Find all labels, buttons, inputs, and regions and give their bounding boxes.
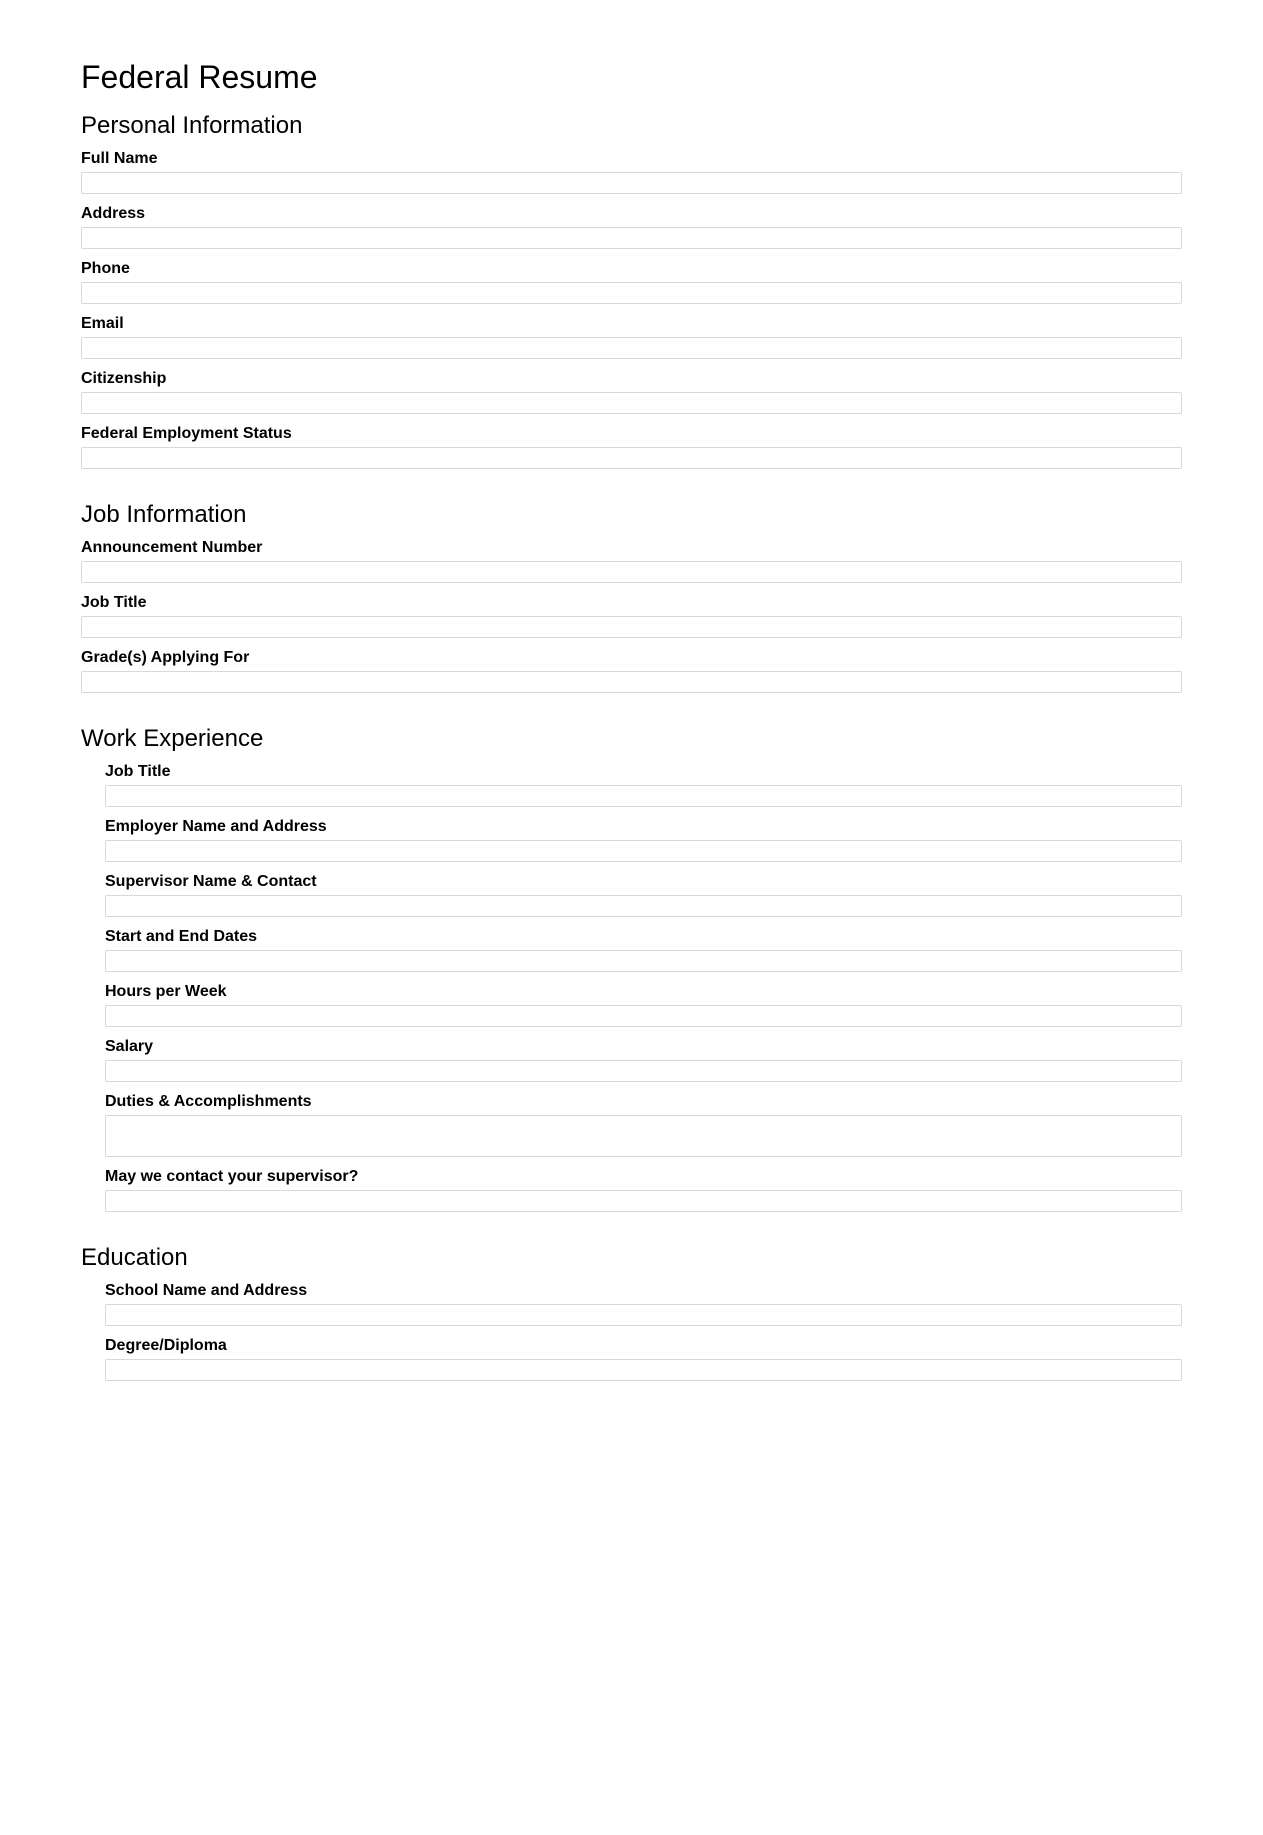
grades-input[interactable] — [81, 671, 1182, 693]
field-hours — [105, 982, 1182, 1027]
field-job-title — [81, 593, 1182, 638]
field-grades — [81, 648, 1182, 693]
field-employer — [105, 817, 1182, 862]
employer-label: Employer Name and Address — [105, 818, 327, 835]
duties-label: Duties & Accomplishments — [105, 1093, 312, 1110]
full-name-input[interactable] — [81, 172, 1182, 194]
field-dates — [105, 927, 1182, 972]
section-heading-education: Education — [81, 1244, 188, 1271]
field-duties — [105, 1092, 1182, 1157]
dates-label: Start and End Dates — [105, 928, 258, 945]
school-input[interactable] — [105, 1304, 1182, 1326]
federal-employment-status-label: Federal Employment Status — [81, 425, 292, 442]
field-citizenship — [81, 369, 1182, 414]
field-announcement-number — [81, 538, 1182, 583]
section-heading-work: Work Experience — [81, 725, 264, 752]
email-label: Email — [81, 315, 124, 332]
citizenship-input[interactable] — [81, 392, 1182, 414]
salary-input[interactable] — [105, 1060, 1182, 1082]
work-job-title-input[interactable] — [105, 785, 1182, 807]
citizenship-label: Citizenship — [81, 370, 167, 387]
section-heading-job: Job Information — [81, 501, 247, 528]
announcement-number-input[interactable] — [81, 561, 1182, 583]
salary-label: Salary — [105, 1038, 154, 1055]
degree-label: Degree/Diploma — [105, 1337, 227, 1354]
field-email — [81, 314, 1182, 359]
hours-label: Hours per Week — [105, 983, 227, 1000]
field-phone — [81, 259, 1182, 304]
page-title: Federal Resume — [81, 59, 318, 95]
field-work-job-title — [105, 762, 1182, 807]
job-information-section — [81, 501, 1182, 693]
section-heading-personal: Personal Information — [81, 112, 303, 139]
full-name-label: Full Name — [81, 150, 158, 167]
personal-information-section — [81, 112, 1182, 469]
supervisor-input[interactable] — [105, 895, 1182, 917]
field-address — [81, 204, 1182, 249]
field-contact-supervisor — [105, 1167, 1182, 1212]
phone-input[interactable] — [81, 282, 1182, 304]
phone-label: Phone — [81, 260, 130, 277]
federal-employment-status-input[interactable] — [81, 447, 1182, 469]
job-title-input[interactable] — [81, 616, 1182, 638]
field-full-name — [81, 149, 1182, 194]
announcement-number-label: Announcement Number — [81, 539, 263, 556]
supervisor-label: Supervisor Name & Contact — [105, 873, 317, 890]
work-experience-section — [81, 725, 1182, 1212]
contact-supervisor-label: May we contact your supervisor? — [105, 1168, 359, 1185]
contact-supervisor-input[interactable] — [105, 1190, 1182, 1212]
address-label: Address — [81, 205, 146, 222]
school-label: School Name and Address — [105, 1282, 308, 1299]
duties-textarea[interactable] — [105, 1115, 1182, 1157]
dates-input[interactable] — [105, 950, 1182, 972]
address-input[interactable] — [81, 227, 1182, 249]
resume-document — [81, 0, 1182, 1354]
work-job-title-label: Job Title — [105, 763, 171, 780]
field-degree — [105, 1336, 1182, 1381]
email-input[interactable] — [81, 337, 1182, 359]
field-supervisor — [105, 872, 1182, 917]
field-federal-employment-status — [81, 424, 1182, 469]
education-section — [81, 1244, 1182, 1381]
field-salary — [105, 1037, 1182, 1082]
degree-input[interactable] — [105, 1359, 1182, 1381]
grades-label: Grade(s) Applying For — [81, 649, 250, 666]
job-title-label: Job Title — [81, 594, 147, 611]
hours-input[interactable] — [105, 1005, 1182, 1027]
field-school — [105, 1281, 1182, 1326]
employer-input[interactable] — [105, 840, 1182, 862]
